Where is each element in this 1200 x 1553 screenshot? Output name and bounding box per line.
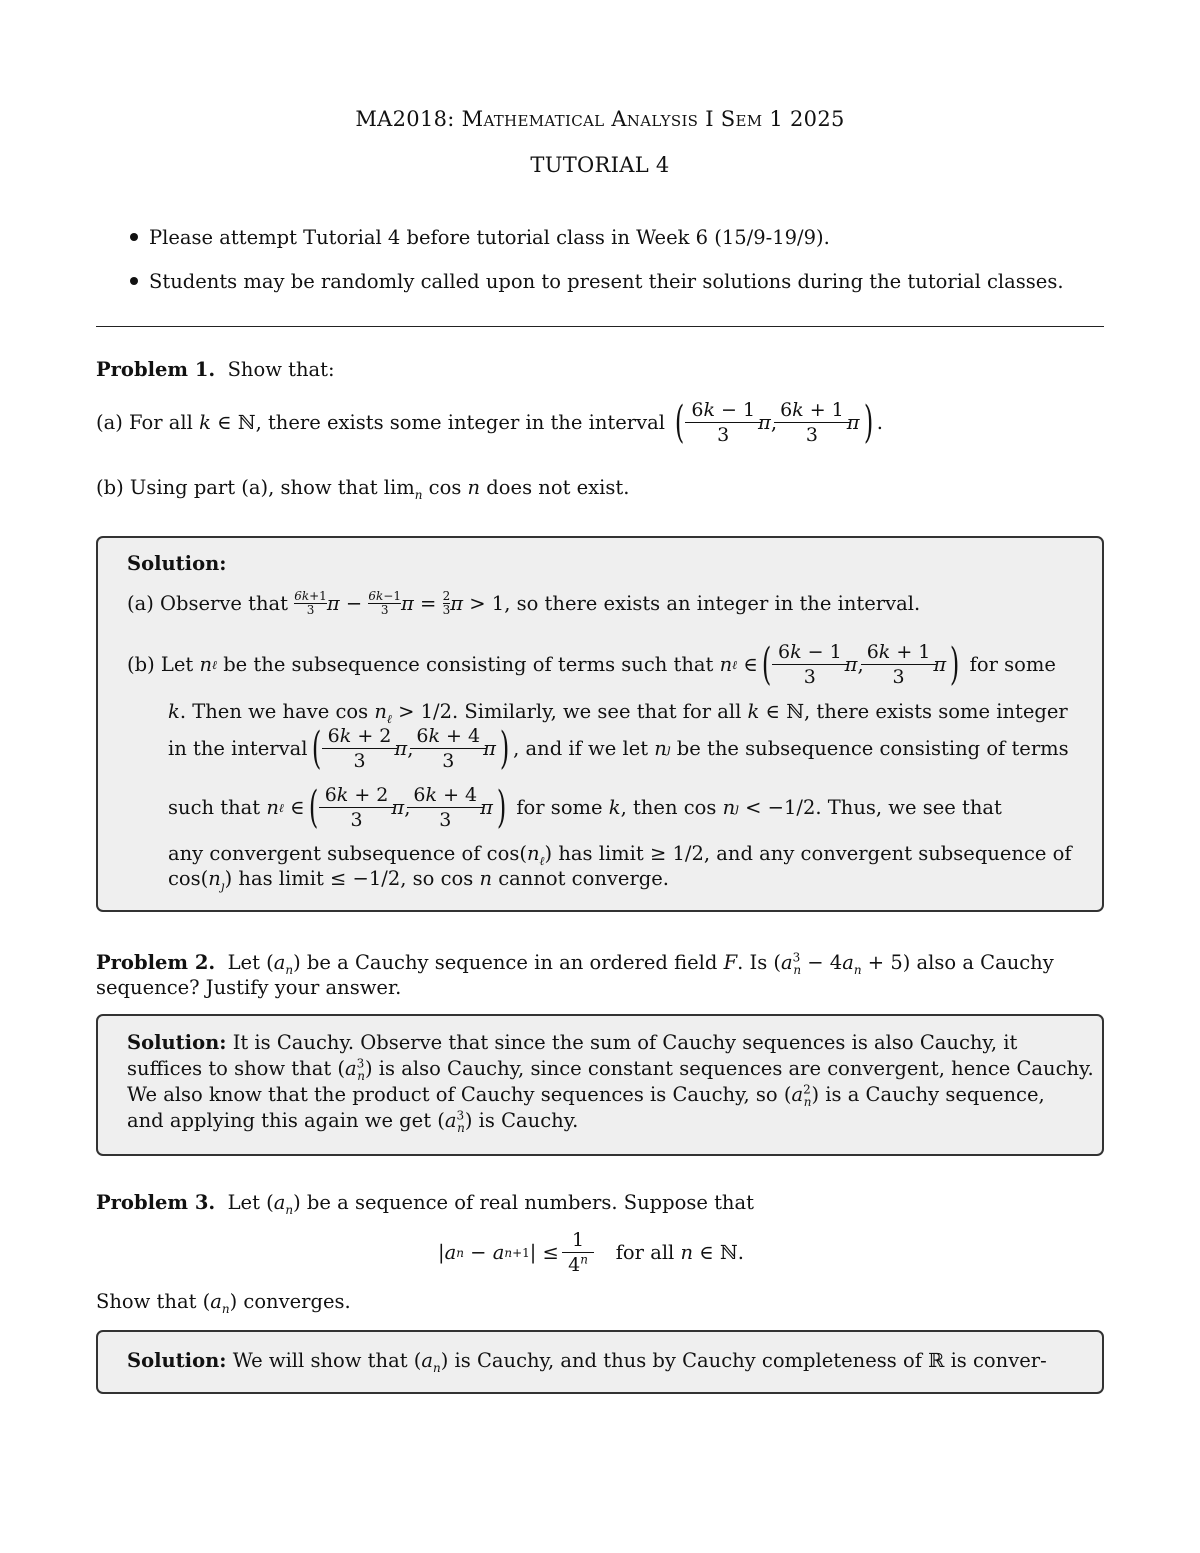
problem-3-line-2: Show that $(a_n)$ converges. [96,1290,351,1316]
instruction-item: Students may be randomly called upon to present their solutions during the tutorial classes. [130,270,1064,293]
problem-1-part-a: (a) For all k ∈ ℕ , there exists some integer in the interval ( $\frac{6k - 1}{3}$ π , $\frac{6k + 1}{3}$ π ) . [96,396,883,448]
bullet-icon [130,277,138,285]
problem-1-heading: Problem 1. Show that: [96,358,335,381]
solution-3-line-1: Solution: We will show that $(a_n)$ is Cauchy, and thus by Cauchy completeness of ℝ is conver- [127,1349,1047,1375]
solution-2-line-4: and applying this again we get $(a^3_n)$ is Cauchy. [127,1108,579,1135]
problem-3-equation: | a n − a n+1 | ≤ $\frac{1}{4^n}$ for all n ∈ ℕ. [438,1229,744,1276]
problem-1-part-b: (b) Using part (a), show that $\lim_n \cos n$ does not exist. [96,476,630,502]
solution-2-line-2: suffices to show that $(a^3_n)$ is also Cauchy, since constant sequences are convergent, hence Cauchy. [127,1056,1094,1083]
course-code: MA2018: [355,107,455,131]
solution-2-line-3: We also know that the product of Cauchy sequences is Cauchy, so $(a^2_n)$ is a Cauchy sequence, [127,1082,1045,1109]
solution-1-part-b-line-5: any convergent subsequence of $\cos(n_\ell)$ has limit ≥ 1/2, and any convergent subsequence of [168,842,1072,868]
solution-1-part-b-line-3: in the interval ( $\frac{6k + 2}{3}$ π , $\frac{6k + 4}{3}$ π ) , and if we let n ȷ be the subsequence consisting of terms [168,722,1069,774]
solution-1-part-b-line-4: such that n ℓ ∈ ( $\frac{6k + 2}{3}$ π , $\frac{6k + 4}{3}$ π ) for some k , then cos n ȷ < −1/2 . Thus, we see that [168,781,1002,833]
course-title [0,107,1200,131]
solution-1-label: Solution: [127,552,227,575]
solution-1-part-b-line-1: (b) Let n ℓ be the subsequence consisting of terms such that n ℓ ∈ ( $\frac{6k - 1}{3}$ π , $\frac{6k + 1}{3}$ π ) for some [127,638,1056,690]
problem-2-line-2: sequence? Justify your answer. [96,976,402,999]
instruction-item: Please attempt Tutorial 4 before tutorial class in Week 6 (15/9-19/9). [130,226,830,249]
bullet-icon [130,233,138,241]
course-name: Mathematical Analysis I Sem 1 2025 [461,107,845,131]
divider [96,326,1104,327]
solution-2-line-1: Solution: It is Cauchy. Observe that since the sum of Cauchy sequences is also Cauchy, it [127,1031,1018,1054]
problem-2-line-1: Problem 2. Let $(a_n)$ be a Cauchy sequence in an ordered field F. Is $(a^3_n - 4a_n + 5)$ also a Cauchy [96,950,1054,977]
solution-1-part-b-line-6: $\cos(n_ȷ)$ has limit ≤ −1/2, so cos n cannot converge. [168,867,670,893]
tutorial-title: TUTORIAL 4 [530,153,670,177]
solution-1-part-b-line-2: k. Then we have $\cos n_\ell > 1/2$. Similarly, we see that for all k ∈ ℕ, there exists some integer [168,700,1068,726]
solution-1-part-a: (a) Observe that 6k+1 3 π − 6k−1 3 π = 2 3 π > 1 , so there exists an integer in the interval. [127,589,921,617]
problem-3-line-1: Problem 3. Let $(a_n)$ be a sequence of real numbers. Suppose that [96,1191,754,1217]
